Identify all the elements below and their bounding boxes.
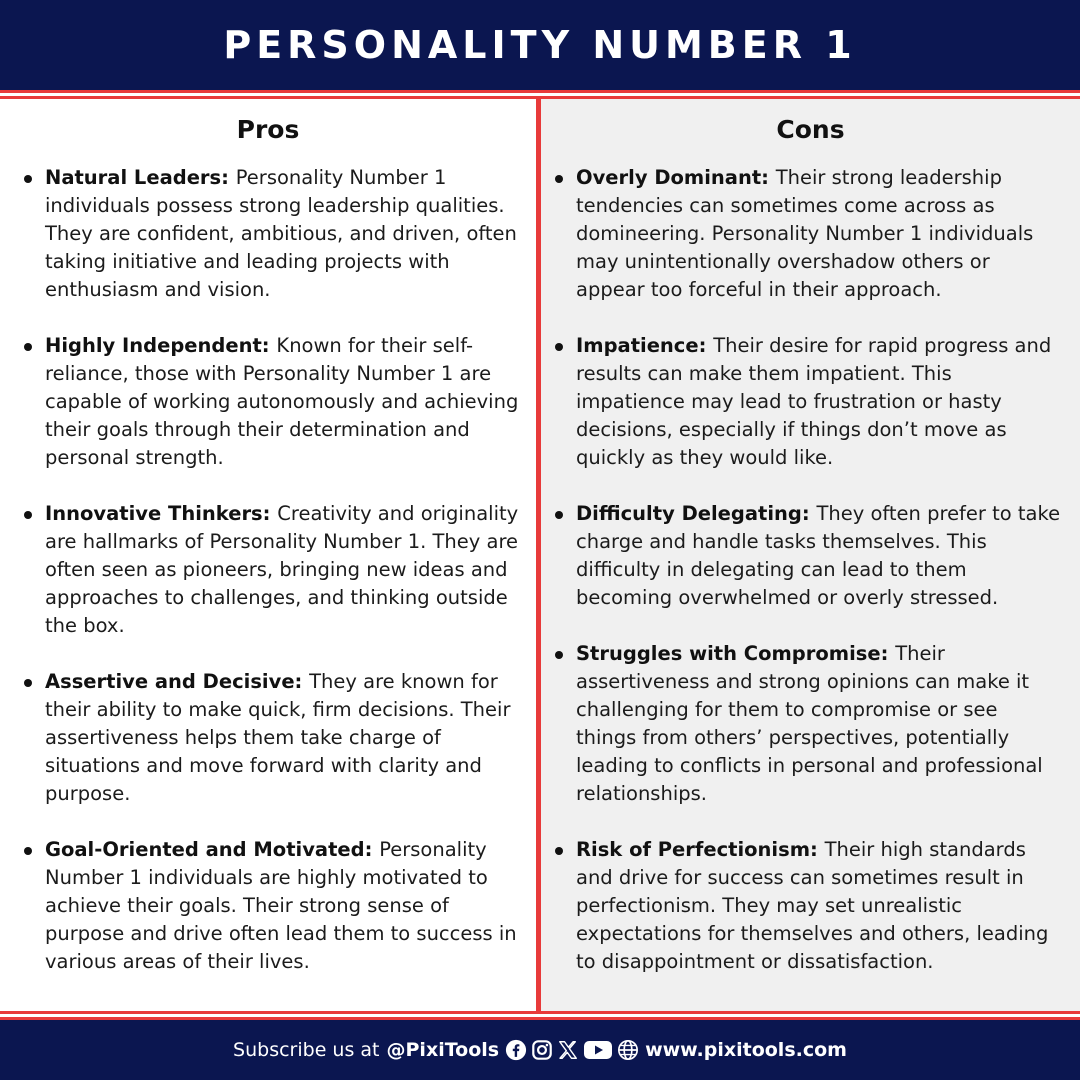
pros-item-text: Personality Number 1 individuals possess strong leadership qualities. They are confident, ambitious, and driven, often taking initiative and leading projects with enthusiasm and vision.: [45, 166, 517, 301]
footer-handle[interactable]: @PixiTools: [386, 1039, 500, 1061]
page-footer: [0, 1020, 1080, 1080]
pros-heading: Pros: [236, 115, 300, 144]
cons-heading: Cons: [776, 115, 845, 144]
header-divider: [0, 90, 1080, 99]
bullet-icon: [24, 343, 32, 351]
cons-item-title: Struggles with Compromise:: [576, 642, 896, 665]
bullet-icon: [24, 175, 32, 183]
pros-item-text: Personality Number 1 individuals are highly motivated to achieve their goals. Their strong sense of purpose and drive often lead them to success in various areas of their lives.: [45, 838, 517, 973]
cons-item-title: Difficulty Delegating:: [576, 502, 817, 525]
bullet-icon: [24, 847, 32, 855]
page-title: PERSONALITY NUMBER 1: [223, 23, 857, 67]
page-header: [0, 0, 1080, 90]
footer-website-link[interactable]: www.pixitools.com: [645, 1039, 847, 1061]
cons-item-title: Risk of Perfectionism:: [576, 838, 825, 861]
pros-column: [0, 99, 536, 1011]
cons-item: [576, 640, 1061, 808]
pros-item-text: Creativity and originality are hallmarks of Personality Number 1. They are often seen as pioneers, bringing new ideas and approaches to challenges, and thinking outside the box.: [45, 502, 519, 637]
footer-divider: [0, 1011, 1080, 1020]
cons-item-text: They often prefer to take charge and handle tasks themselves. This difficulty in delegating can lead to them becoming overwhelmed or overly stressed.: [576, 502, 1061, 609]
pros-item: [45, 164, 523, 304]
pros-item: [45, 668, 523, 808]
x-icon[interactable]: [557, 1039, 579, 1061]
pros-item-title: Goal-Oriented and Motivated:: [45, 838, 380, 861]
youtube-icon[interactable]: [583, 1039, 613, 1061]
social-icons: [505, 1039, 639, 1061]
globe-icon[interactable]: [617, 1039, 639, 1061]
bullet-icon: [555, 343, 563, 351]
pros-cons-columns: [0, 99, 1080, 1011]
pros-item-text: Known for their self-reliance, those with Personality Number 1 are capable of working autonomously and achieving their goals through their determination and personal strength.: [45, 334, 519, 469]
pros-item-title: Assertive and Decisive:: [45, 670, 310, 693]
cons-item-text: Their high standards and drive for success can sometimes result in perfectionism. They may set unrealistic expectations for themselves and others, leading to disappointment or dissatisfaction.: [576, 838, 1049, 973]
facebook-icon[interactable]: [505, 1039, 527, 1061]
pros-item-title: Innovative Thinkers:: [45, 502, 278, 525]
footer-lead-text: Subscribe us at: [233, 1039, 380, 1061]
pros-item-title: Natural Leaders:: [45, 166, 236, 189]
bullet-icon: [555, 511, 563, 519]
bullet-icon: [24, 679, 32, 687]
pros-item-text: They are known for their ability to make quick, firm decisions. Their assertiveness helps them take charge of situations and move forward with clarity and purpose.: [45, 670, 511, 805]
cons-item: [576, 500, 1061, 612]
cons-item-title: Overly Dominant:: [576, 166, 776, 189]
bullet-icon: [555, 651, 563, 659]
pros-item-title: Highly Independent:: [45, 334, 277, 357]
bullet-icon: [555, 847, 563, 855]
pros-item: [45, 332, 523, 472]
instagram-icon[interactable]: [531, 1039, 553, 1061]
cons-item: [576, 836, 1061, 976]
pros-item: [45, 500, 523, 640]
cons-item: [576, 164, 1061, 304]
cons-item: [576, 332, 1061, 472]
cons-column: [541, 99, 1080, 1011]
pros-item: [45, 836, 523, 976]
cons-item-title: Impatience:: [576, 334, 714, 357]
cons-item-text: Their assertiveness and strong opinions can make it challenging for them to compromise or see things from others’ perspectives, potentially leading to conflicts in personal and professional relationships.: [576, 642, 1043, 805]
bullet-icon: [24, 511, 32, 519]
cons-item-text: Their strong leadership tendencies can sometimes come across as domineering. Personality Number 1 individuals may unintentionally overshadow others or appear too forceful in their approach.: [576, 166, 1034, 301]
bullet-icon: [555, 175, 563, 183]
cons-item-text: Their desire for rapid progress and results can make them impatient. This impatience may lead to frustration or hasty decisions, especially if things don’t move as quickly as they would like.: [576, 334, 1052, 469]
